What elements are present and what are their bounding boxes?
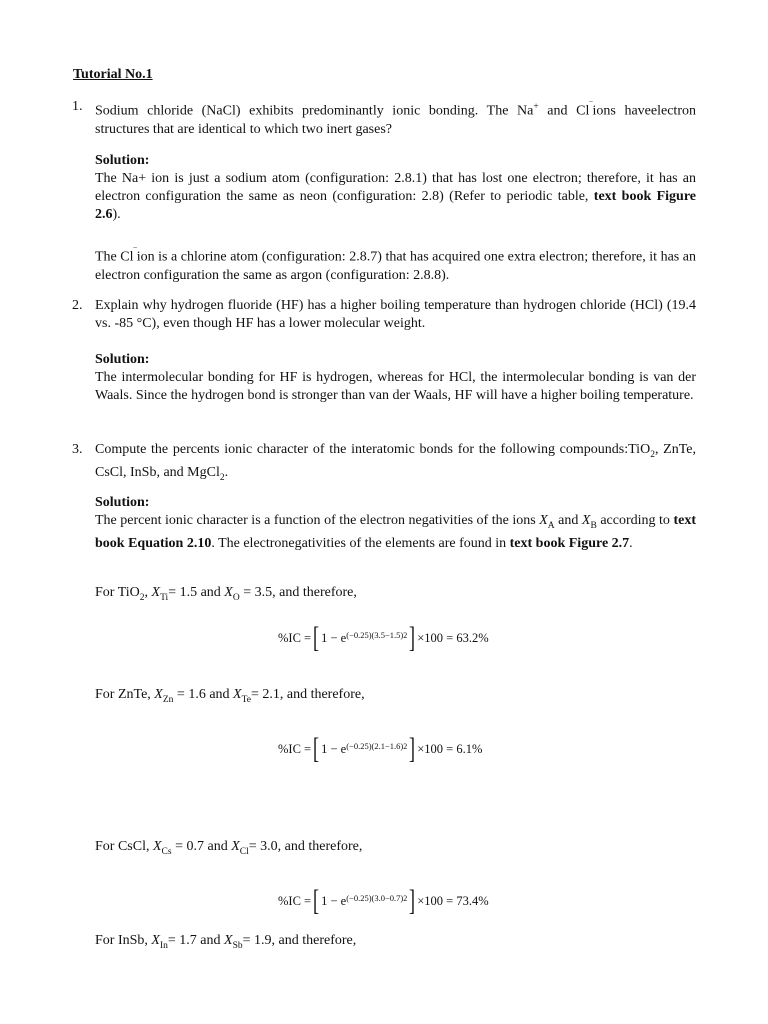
q3-solution-label: Solution: [95,495,150,510]
equation-cscl: %IC = [ 1 − e $^{(-0.25)(3.0-0.7)2}$ ] ×100 = 73.4% [278,884,489,917]
q2-solution-label: Solution: [95,352,150,367]
q1-text: Sodium chloride (NaCl) exhibits predominantly ionic bonding. The Na+ and Cl‾ions haveelectron structures that are identical to which two inert gases? [95,102,696,137]
q1-solution-para2: The Cl‾ion is a chlorine atom (configuration: 2.8.7) that has acquired one extra electron; therefore, it has an electron configuration the same as argon (configuration: 2.8.8). [95,248,696,283]
case-cscl-line: For CsCl, $X_{Cs} = 0.7$ and $X_{Cl}= 3.0$, and therefore, [95,839,363,857]
q1-number: 1. [72,99,83,114]
q1-solution-label: Solution: [95,153,150,168]
q3-number: 3. [72,442,83,457]
case-insb-line: For InSb, $X_{In}= 1.7$ and $X_{Sb}= 1.9$, and therefore, [95,933,357,951]
case-znte-line: For ZnTe, $X_{Zn} = 1.6$ and $X_{Te}= 2.1$, and therefore, [95,687,365,705]
q3-solution-text: The percent ionic character is a function of the electron negativities of the ions $X_A$ and $X_B$ according to text book Equation 2.10. The electronegativities of the elements are found in text book Figure 2.7. [95,513,696,551]
case-tio2-line: For TiO$_2$, $X_{Ti}= 1.5$ and $X_O = 3.5$, and therefore, [95,585,357,603]
q2-text: Explain why hydrogen fluoride (HF) has a higher boiling temperature than hydrogen chloride (HCl) (19.4 vs. -85 °C), even though HF has a lower molecular weight. [95,298,696,331]
equation-znte: %IC = [ 1 − e $^{(-0.25)(2.1-1.6)2}$ ] ×100 = 6.1% [278,732,483,765]
q3-text: Compute the percents ionic character of the interatomic bonds for the following compounds:TiO$_2$, ZnTe, CsCl, InSb, and MgCl$_2$. [95,442,696,483]
q2-solution-text: The intermolecular bonding for HF is hydrogen, whereas for HCl, the intermolecular bonding is van der Waals. Since the hydrogen bond is stronger than van der Waals, HF will have a higher boiling temperature. [95,370,696,403]
page-title: Tutorial No.1 [73,67,153,82]
equation-tio2: %IC = [ 1 − e $^{(-0.25)(3.5-1.5)2}$ ] ×100 = 63.2% [278,621,489,654]
q1-solution-para1: The Na+ ion is just a sodium atom (configuration: 2.8.1) that has lost one electron; therefore, it has an electron configuration the same as neon (configuration: 2.8) (Refer to periodic table, text book Figure 2.6). [95,171,696,222]
q2-number: 2. [72,298,83,313]
